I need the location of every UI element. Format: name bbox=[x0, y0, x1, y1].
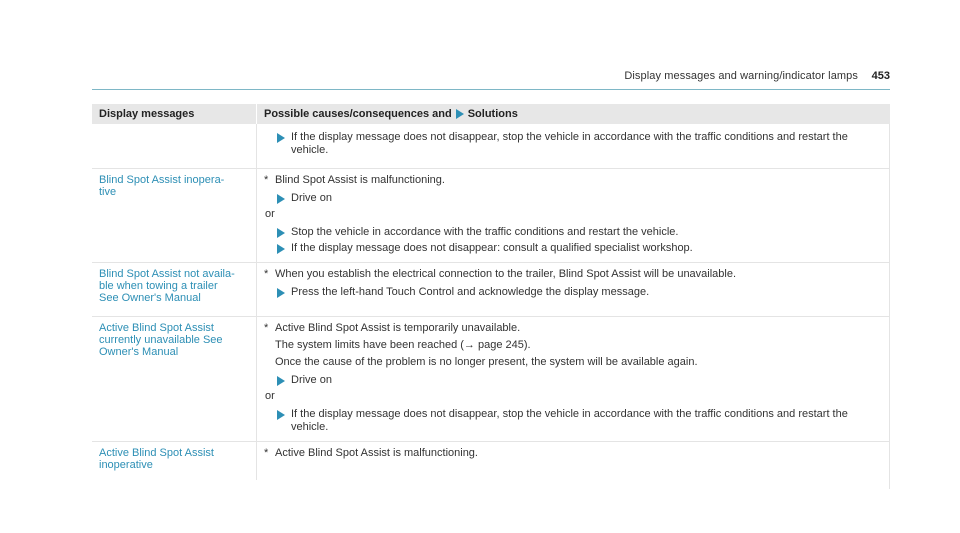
action-text: If the display message does not disappear, stop the vehicle in accordance with the traffic conditions and restart the vehicle. bbox=[291, 131, 848, 156]
action-item bbox=[265, 226, 882, 239]
table-header bbox=[92, 104, 890, 124]
section-title: Display messages and warning/indicator lamps bbox=[624, 70, 858, 82]
solution-cell bbox=[257, 263, 890, 316]
cause-line: * When you establish the electrical connection to the trailer, Blind Spot Assist will be unavailable. bbox=[264, 268, 737, 280]
solution-cell bbox=[257, 317, 890, 441]
action-item bbox=[265, 286, 882, 299]
col-header-display-messages: Display messages bbox=[92, 104, 257, 124]
header-rule bbox=[92, 89, 890, 90]
page-header bbox=[0, 0, 960, 100]
col-header-causes: Possible causes/consequences and bbox=[264, 108, 452, 120]
cause-text: When you establish the electrical connection to the trailer, Blind Spot Assist will be unavailable. bbox=[275, 268, 737, 280]
action-item bbox=[265, 131, 882, 157]
action-text: Drive on bbox=[291, 374, 332, 386]
action-item bbox=[265, 374, 882, 387]
triangle-right-icon bbox=[277, 133, 285, 143]
table-row bbox=[92, 169, 890, 263]
messages-table bbox=[92, 104, 890, 489]
message-cell: Blind Spot Assist not availa- ble when towing a trailer See Owner's Manual bbox=[92, 263, 257, 316]
col-header-causes-solutions bbox=[257, 104, 890, 124]
info-text: Once the cause of the problem is no longer present, the system will be available again. bbox=[275, 356, 698, 368]
table-row bbox=[92, 124, 890, 169]
cause-text: Blind Spot Assist is malfunctioning. bbox=[275, 174, 445, 186]
action-item bbox=[265, 242, 882, 255]
message-cell: Active Blind Spot Assist currently unavailable See Owner's Manual bbox=[92, 317, 257, 441]
table-row bbox=[92, 263, 890, 317]
action-text: Press the left-hand Touch Control and acknowledge the display message. bbox=[291, 286, 650, 298]
solution-cell bbox=[257, 169, 890, 262]
triangle-right-icon bbox=[277, 410, 285, 420]
action-text: Stop the vehicle in accordance with the traffic conditions and restart the vehicle. bbox=[291, 226, 679, 238]
triangle-right-icon bbox=[277, 228, 285, 238]
cause-line: * Blind Spot Assist is malfunctioning. bbox=[264, 174, 445, 186]
action-item bbox=[265, 408, 882, 434]
triangle-right-icon bbox=[277, 376, 285, 386]
table-row bbox=[92, 442, 890, 489]
table-row bbox=[92, 317, 890, 442]
or-text: or bbox=[265, 208, 275, 220]
cause-line: * Active Blind Spot Assist is temporarily unavailable. bbox=[264, 322, 521, 334]
cause-line: * Active Blind Spot Assist is malfunctioning. bbox=[264, 447, 478, 459]
solution-cell bbox=[257, 442, 890, 489]
triangle-right-icon bbox=[277, 194, 285, 204]
action-text: If the display message does not disappear: consult a qualified specialist workshop. bbox=[291, 242, 693, 254]
solution-cell bbox=[257, 124, 890, 168]
action-item bbox=[265, 192, 882, 205]
message-cell: Blind Spot Assist inopera- tive bbox=[92, 169, 257, 262]
cause-text: Active Blind Spot Assist is temporarily unavailable. bbox=[275, 322, 521, 334]
info-text: The system limits have been reached (→ page 245). bbox=[275, 339, 531, 351]
message-cell bbox=[92, 124, 257, 168]
triangle-right-icon bbox=[277, 288, 285, 298]
action-text: Drive on bbox=[291, 192, 332, 204]
cause-text: Active Blind Spot Assist is malfunctioning. bbox=[275, 447, 478, 459]
action-text: If the display message does not disappear, stop the vehicle in accordance with the traffic conditions and restart the vehicle. bbox=[291, 408, 848, 433]
page-number: 453 bbox=[871, 70, 890, 82]
message-cell: Active Blind Spot Assist inoperative bbox=[92, 442, 257, 480]
triangle-right-icon bbox=[277, 244, 285, 254]
triangle-right-icon bbox=[456, 109, 464, 119]
or-text: or bbox=[265, 390, 275, 402]
col-header-solutions: Solutions bbox=[467, 108, 518, 120]
